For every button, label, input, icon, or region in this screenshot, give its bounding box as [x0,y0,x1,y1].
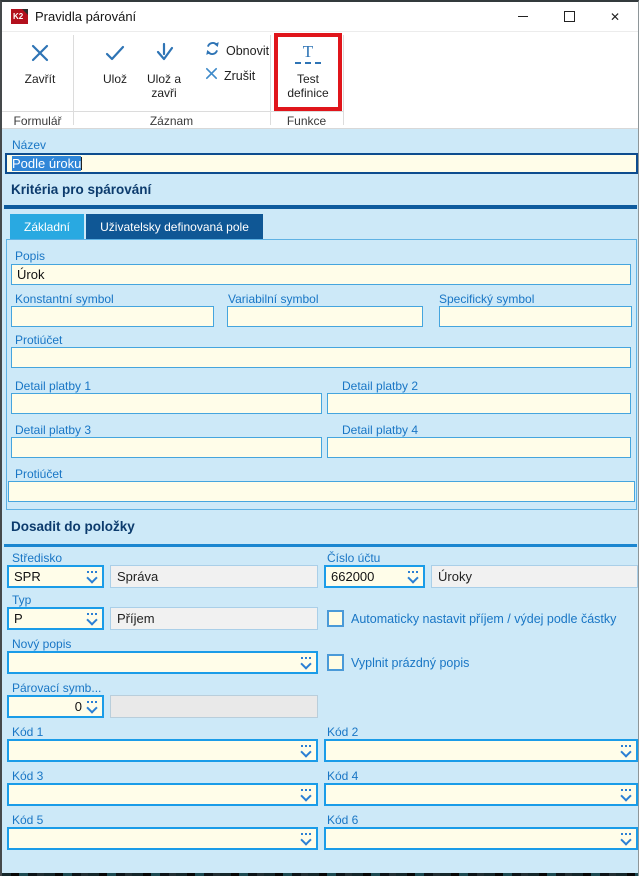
account-number-label: Číslo účtu [327,551,381,565]
assign-section-heading: Dosadit do položky [11,519,135,534]
fill-empty-description-checkbox[interactable] [327,654,344,671]
payment-detail-1-label: Detail platby 1 [15,379,92,393]
type-description: Příjem [110,607,318,630]
fill-empty-description-label: Vyplnit prázdný popis [351,656,470,670]
tab-uzivatelsky-definovana-pole[interactable] [86,214,263,239]
code-4-combo[interactable] [324,783,638,806]
group-funkce: Funkce [286,114,327,128]
new-description-label: Nový popis [12,637,72,651]
save-label: Ulož [102,72,127,86]
counter-account-label-2: Protiúčet [15,467,63,481]
close-x-icon [28,38,52,68]
group-formular: Formulář [13,114,62,128]
payment-detail-3-input[interactable] [11,437,322,458]
dropdown-icon[interactable] [86,700,99,714]
cost-center-value: SPR [14,569,41,584]
close-form-label: Zavřít [24,72,56,86]
titlebar [2,2,638,32]
pairing-symbol-combo[interactable] [7,695,104,718]
check-icon [102,38,128,68]
maximize-button[interactable] [546,2,592,31]
dropdown-icon[interactable] [300,744,313,758]
k2-app-icon-label: K2 [13,12,24,21]
new-description-combo[interactable] [7,651,318,674]
dropdown-icon[interactable] [620,744,633,758]
assign-section-rule [4,544,637,547]
minimize-button[interactable] [500,2,546,31]
pairing-symbol-description [110,695,318,718]
payment-detail-2-input[interactable] [327,393,631,414]
cancel-button[interactable] [204,66,255,86]
save-and-close-label-2: zavři [151,86,177,100]
background-sliver-top [521,0,639,2]
code-2-combo[interactable] [324,739,638,762]
window-title: Pravidla párování [35,9,137,24]
pairing-symbol-label: Párovací symb... [12,681,102,695]
dropdown-icon[interactable] [86,570,99,584]
payment-detail-4-label: Detail platby 4 [342,423,419,437]
constant-symbol-input[interactable] [11,306,214,327]
group-separator [343,35,344,125]
pairing-symbol-value: 0 [74,699,82,714]
dropdown-icon[interactable] [407,570,420,584]
save-and-close-label-1: Ulož a [146,72,181,86]
criteria-section-rule [4,205,637,209]
close-form-button[interactable] [8,38,72,108]
close-button[interactable] [592,2,638,31]
save-and-close-button[interactable] [132,38,196,108]
account-number-combo[interactable] [324,565,425,588]
variable-symbol-input[interactable] [227,306,423,327]
payment-detail-2-label: Detail platby 2 [342,379,419,393]
description-input[interactable] [11,264,631,285]
dropdown-icon[interactable] [86,612,99,626]
payment-detail-3-label: Detail platby 3 [15,423,92,437]
code-2-label: Kód 2 [327,725,359,739]
code-4-label: Kód 4 [327,769,359,783]
dropdown-icon[interactable] [300,832,313,846]
cancel-x-icon [204,66,219,86]
code-1-combo[interactable] [7,739,318,762]
specific-symbol-input[interactable] [439,306,632,327]
name-input[interactable] [5,153,638,174]
test-definition-icon-letter: T [302,41,314,61]
constant-symbol-label: Konstantní symbol [15,292,114,306]
cost-center-combo[interactable] [7,565,104,588]
group-label-divider [2,111,343,112]
payment-detail-1-input[interactable] [11,393,322,414]
dropdown-icon[interactable] [300,656,313,670]
counter-account-input-2[interactable] [8,481,635,502]
k2-app-icon [11,9,28,24]
account-number-description: Úroky [431,565,638,588]
test-definition-icon [295,38,321,68]
test-definition-label-1: Test [296,72,319,86]
minimize-icon [518,16,528,17]
down-arrow-icon [151,38,177,68]
dropdown-icon[interactable] [300,788,313,802]
code-6-label: Kód 6 [327,813,359,827]
auto-income-expense-checkbox[interactable] [327,610,344,627]
name-label: Název [12,138,47,152]
maximize-icon [564,11,575,22]
criteria-section-heading: Kritéria pro spárování [11,182,152,197]
specific-symbol-label: Specifický symbol [439,292,535,306]
text-caret [81,157,82,170]
test-definition-label-2: definice [287,86,329,100]
tab-zakladni-label: Základní [23,219,71,234]
refresh-button[interactable] [204,41,269,61]
test-definition-icon-dashes [295,62,321,64]
type-value: P [14,611,23,626]
name-input-selected-text: Podle úroku [12,156,82,171]
cost-center-label: Středisko [12,551,63,565]
variable-symbol-label: Variabilní symbol [228,292,319,306]
auto-income-expense-label: Automaticky nastavit příjem / výdej podle částky [351,612,617,626]
dropdown-icon[interactable] [620,832,633,846]
description-label: Popis [15,249,46,263]
tab-zakladni[interactable] [10,214,84,239]
group-zaznam: Záznam [149,114,194,128]
code-1-label: Kód 1 [12,725,44,739]
tab-uzivatelsky-label: Uživatelsky definovaná pole [100,219,249,234]
code-3-combo[interactable] [7,783,318,806]
code-5-combo[interactable] [7,827,318,850]
refresh-label: Obnovit [226,44,270,58]
code-3-label: Kód 3 [12,769,44,783]
payment-detail-4-input[interactable] [327,437,631,458]
cost-center-description: Správa [110,565,318,588]
account-number-value: 662000 [331,569,375,584]
refresh-icon [204,40,221,62]
test-definition-button[interactable] [276,38,340,108]
type-label: Typ [12,593,32,607]
close-icon: ✕ [609,9,621,24]
description-value: Úrok [17,267,45,282]
type-combo[interactable] [7,607,104,630]
code-6-combo[interactable] [324,827,638,850]
code-5-label: Kód 5 [12,813,44,827]
counter-account-input-1[interactable] [11,347,631,368]
cancel-label: Zrušit [224,69,256,83]
counter-account-label-1: Protiúčet [15,333,63,347]
ribbon-toolbar [2,32,638,129]
dropdown-icon[interactable] [620,788,633,802]
